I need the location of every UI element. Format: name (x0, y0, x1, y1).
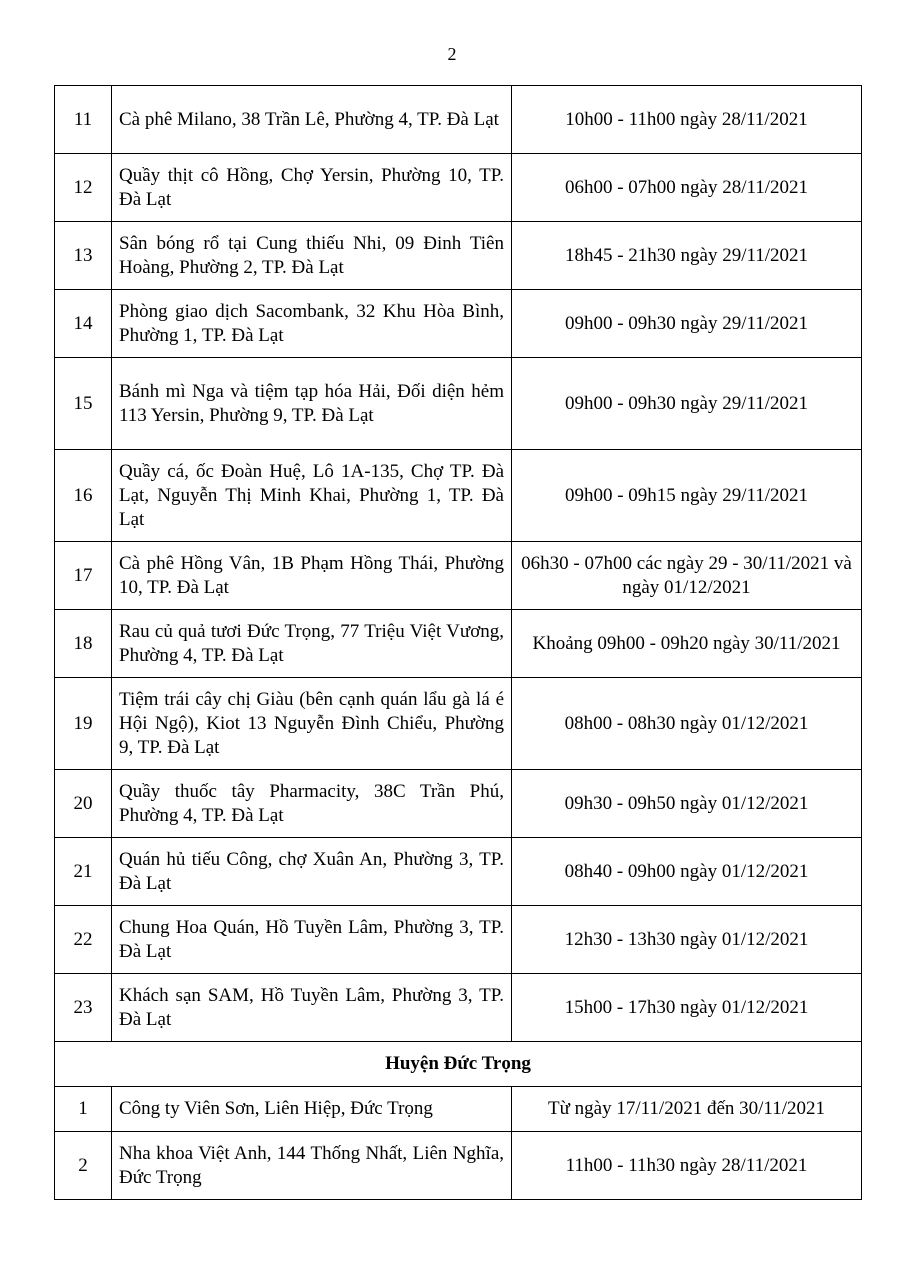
table-row (55, 86, 862, 154)
section-row (55, 1042, 862, 1087)
time-cell: 18h45 - 21h30 ngày 29/11/2021 (512, 222, 862, 290)
location-cell: Bánh mì Nga và tiệm tạp hóa Hải, Đối diện hẻm 113 Yersin, Phường 9, TP. Đà Lạt (112, 358, 512, 450)
location-cell: Chung Hoa Quán, Hồ Tuyền Lâm, Phường 3, TP. Đà Lạt (112, 906, 512, 974)
time-cell: 15h00 - 17h30 ngày 01/12/2021 (512, 974, 862, 1042)
time-cell: 09h00 - 09h30 ngày 29/11/2021 (512, 358, 862, 450)
location-cell: Sân bóng rổ tại Cung thiếu Nhi, 09 Đinh Tiên Hoàng, Phường 2, TP. Đà Lạt (112, 222, 512, 290)
table-row (55, 154, 862, 222)
row-number: 23 (55, 974, 112, 1042)
time-cell: 06h00 - 07h00 ngày 28/11/2021 (512, 154, 862, 222)
table-row (55, 1087, 862, 1132)
table-row (55, 1132, 862, 1200)
time-cell: 06h30 - 07h00 các ngày 29 - 30/11/2021 và ngày 01/12/2021 (512, 542, 862, 610)
time-cell: 09h00 - 09h30 ngày 29/11/2021 (512, 290, 862, 358)
table-row (55, 450, 862, 542)
page-number: 2 (447, 44, 457, 64)
time-cell: 08h00 - 08h30 ngày 01/12/2021 (512, 678, 862, 770)
table-row (55, 906, 862, 974)
row-number: 21 (55, 838, 112, 906)
row-number: 20 (55, 770, 112, 838)
table-row (55, 358, 862, 450)
row-number: 18 (55, 610, 112, 678)
location-cell: Khách sạn SAM, Hồ Tuyền Lâm, Phường 3, TP. Đà Lạt (112, 974, 512, 1042)
time-cell: 08h40 - 09h00 ngày 01/12/2021 (512, 838, 862, 906)
location-cell: Quầy cá, ốc Đoàn Huệ, Lô 1A-135, Chợ TP. Đà Lạt, Nguyễn Thị Minh Khai, Phường 1, TP. Đà Lạt (112, 450, 512, 542)
table-row (55, 838, 862, 906)
row-number: 14 (55, 290, 112, 358)
row-number: 16 (55, 450, 112, 542)
time-cell: Từ ngày 17/11/2021 đến 30/11/2021 (512, 1087, 862, 1132)
location-cell: Tiệm trái cây chị Giàu (bên cạnh quán lẩu gà lá é Hội Ngộ), Kiot 13 Nguyễn Đình Chiểu, Phường 9, TP. Đà Lạt (112, 678, 512, 770)
location-cell: Quầy thịt cô Hồng, Chợ Yersin, Phường 10, TP. Đà Lạt (112, 154, 512, 222)
row-number: 12 (55, 154, 112, 222)
location-cell: Rau củ quả tươi Đức Trọng, 77 Triệu Việt Vương, Phường 4, TP. Đà Lạt (112, 610, 512, 678)
time-cell: 09h00 - 09h15 ngày 29/11/2021 (512, 450, 862, 542)
location-table (54, 85, 862, 1200)
location-cell: Cà phê Milano, 38 Trần Lê, Phường 4, TP. Đà Lạt (112, 86, 512, 154)
table-row (55, 770, 862, 838)
row-number: 19 (55, 678, 112, 770)
location-cell: Phòng giao dịch Sacombank, 32 Khu Hòa Bình, Phường 1, TP. Đà Lạt (112, 290, 512, 358)
row-number: 2 (55, 1132, 112, 1200)
location-cell: Quầy thuốc tây Pharmacity, 38C Trần Phú, Phường 4, TP. Đà Lạt (112, 770, 512, 838)
table-row (55, 290, 862, 358)
time-cell: 10h00 - 11h00 ngày 28/11/2021 (512, 86, 862, 154)
row-number: 11 (55, 86, 112, 154)
time-cell: 12h30 - 13h30 ngày 01/12/2021 (512, 906, 862, 974)
location-cell: Nha khoa Việt Anh, 144 Thống Nhất, Liên Nghĩa, Đức Trọng (112, 1132, 512, 1200)
table-row (55, 610, 862, 678)
row-number: 15 (55, 358, 112, 450)
row-number: 13 (55, 222, 112, 290)
table-row (55, 678, 862, 770)
time-cell: 09h30 - 09h50 ngày 01/12/2021 (512, 770, 862, 838)
location-cell: Cà phê Hồng Vân, 1B Phạm Hồng Thái, Phường 10, TP. Đà Lạt (112, 542, 512, 610)
row-number: 22 (55, 906, 112, 974)
time-cell: 11h00 - 11h30 ngày 28/11/2021 (512, 1132, 862, 1200)
location-cell: Quán hủ tiếu Công, chợ Xuân An, Phường 3, TP. Đà Lạt (112, 838, 512, 906)
table-row (55, 974, 862, 1042)
table-row (55, 222, 862, 290)
section-title: Huyện Đức Trọng (55, 1042, 862, 1087)
location-cell: Công ty Viên Sơn, Liên Hiệp, Đức Trọng (112, 1087, 512, 1132)
row-number: 17 (55, 542, 112, 610)
row-number: 1 (55, 1087, 112, 1132)
time-cell: Khoảng 09h00 - 09h20 ngày 30/11/2021 (512, 610, 862, 678)
table-row (55, 542, 862, 610)
